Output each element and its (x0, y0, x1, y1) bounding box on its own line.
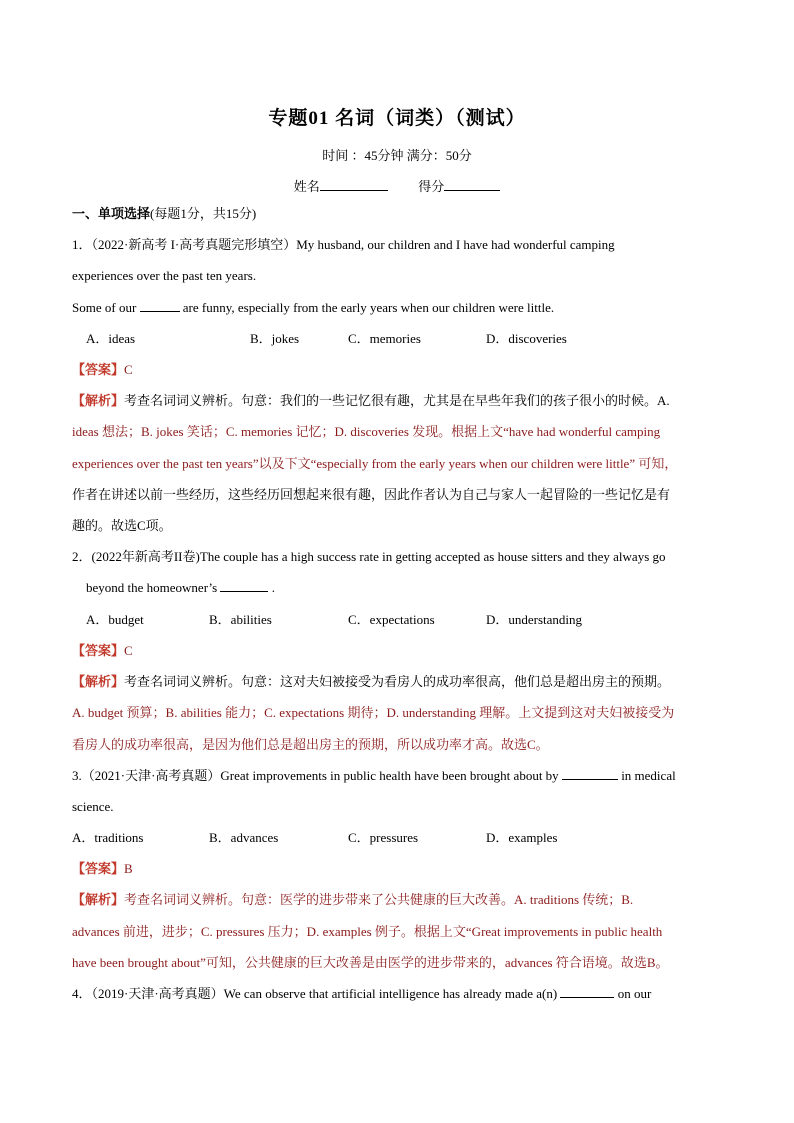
q1-option-c[interactable]: C．memories (348, 331, 421, 346)
q2-option-c[interactable]: C．expectations (348, 612, 435, 627)
q1-option-d[interactable]: D．discoveries (486, 331, 567, 346)
q3-analysis-line2: advances 前进，进步；C. pressures 压力；D. examples 例子。根据上文“Great improvements in public health (72, 924, 663, 939)
q2-answer: 【答案】C (72, 643, 133, 658)
score-blank[interactable] (444, 179, 500, 191)
q1-option-b[interactable]: B．jokes (250, 331, 300, 346)
name-blank[interactable] (320, 179, 388, 191)
score-label: 得分 (418, 179, 445, 194)
q2-option-b[interactable]: B．abilities (209, 612, 272, 627)
q1-option-a[interactable]: A．ideas (86, 331, 136, 346)
q4-blank (560, 986, 614, 998)
q3-option-a[interactable]: A．traditions (72, 830, 144, 845)
q2-stem-line1: 2．(2022年新高考II卷)The couple has a high success rate in getting accepted as house sitters and they always go (72, 549, 666, 564)
q2-option-a[interactable]: A．budget (86, 612, 144, 627)
name-label: 姓名 (293, 179, 320, 194)
q2-option-d[interactable]: D．understanding (486, 612, 583, 627)
q2-analysis-line1: 【解析】考查名词词义辨析。句意：这对夫妇被接受为看房人的成功率很高，他们总是超出房主的预期。 (72, 674, 671, 689)
name-score-line (0, 176, 794, 195)
q2-analysis-line2: A. budget 预算；B. abilities 能力；C. expectations 期待；D. understanding 理解。上文提到这对夫妇被接受为 (72, 705, 675, 720)
q3-option-c[interactable]: C．pressures (348, 830, 419, 845)
q1-stem-line2: experiences over the past ten years. (72, 268, 257, 283)
q1-answer: 【答案】C (72, 362, 133, 377)
q1-analysis-line4: 作者在讲述以前一些经历，这些经历回想起来很有趣，因此作者认为自己与家人一起冒险的一些记忆是有 (72, 487, 671, 502)
q1-analysis-line5: 趣的。故选C项。 (72, 518, 172, 533)
time-score-line: 时间 ：45分钟 满分：50分 (322, 148, 472, 163)
q2-stem-line2: beyond the homeowner’s . (86, 580, 275, 595)
page-title: 专题01 名词（词类）（测试） (268, 108, 526, 129)
section-heading: 一、单项选择(每题1分，共15分) (72, 206, 257, 221)
q3-stem-line1: 3.（2021·天津·高考真题）Great improvements in public health have been brought about by in medical (72, 768, 676, 783)
q3-answer: 【答案】B (72, 861, 133, 876)
q1-analysis-line3: experiences over the past ten years”以及下文“especially from the early years when our children were little” 可知， (72, 456, 678, 471)
q4-stem-line1: 4．（2019·天津·高考真题）We can observe that artificial intelligence has already made a(n) on our (72, 986, 652, 1001)
q1-stem-line1: 1．（2022·新高考 I·高考真题完形填空）My husband, our children and I have had wonderful camping (72, 237, 615, 252)
q3-blank (562, 768, 618, 780)
q2-analysis-line3: 看房人的成功率很高，是因为他们总是超出房主的预期，所以成功率才高。故选C。 (72, 737, 549, 752)
q3-analysis-line1: 【解析】考查名词词义辨析。句意：医学的进步带来了公共健康的巨大改善。A. traditions 传统；B. (72, 892, 634, 907)
q1-analysis-line2: ideas 想法；B. jokes 笑话；C. memories 记忆；D. discoveries 发现。根据上文“have had wonderful camping (72, 424, 661, 439)
q1-blank (140, 300, 180, 312)
q1-analysis-line1: 【解析】考查名词词义辨析。句意：我们的一些记忆很有趣，尤其是在早些年我们的孩子很小的时候。A. (72, 393, 670, 408)
q3-stem-line2: science. (72, 799, 114, 814)
q3-analysis-line3: have been brought about”可知，公共健康的巨大改善是由医学的进步带来的，advances 符合语境。故选B。 (72, 955, 669, 970)
q1-stem-line3: Some of our are funny, especially from the early years when our children were little. (72, 300, 555, 315)
q3-option-d[interactable]: D．examples (486, 830, 558, 845)
q3-option-b[interactable]: B．advances (209, 830, 279, 845)
q2-blank (220, 580, 268, 592)
